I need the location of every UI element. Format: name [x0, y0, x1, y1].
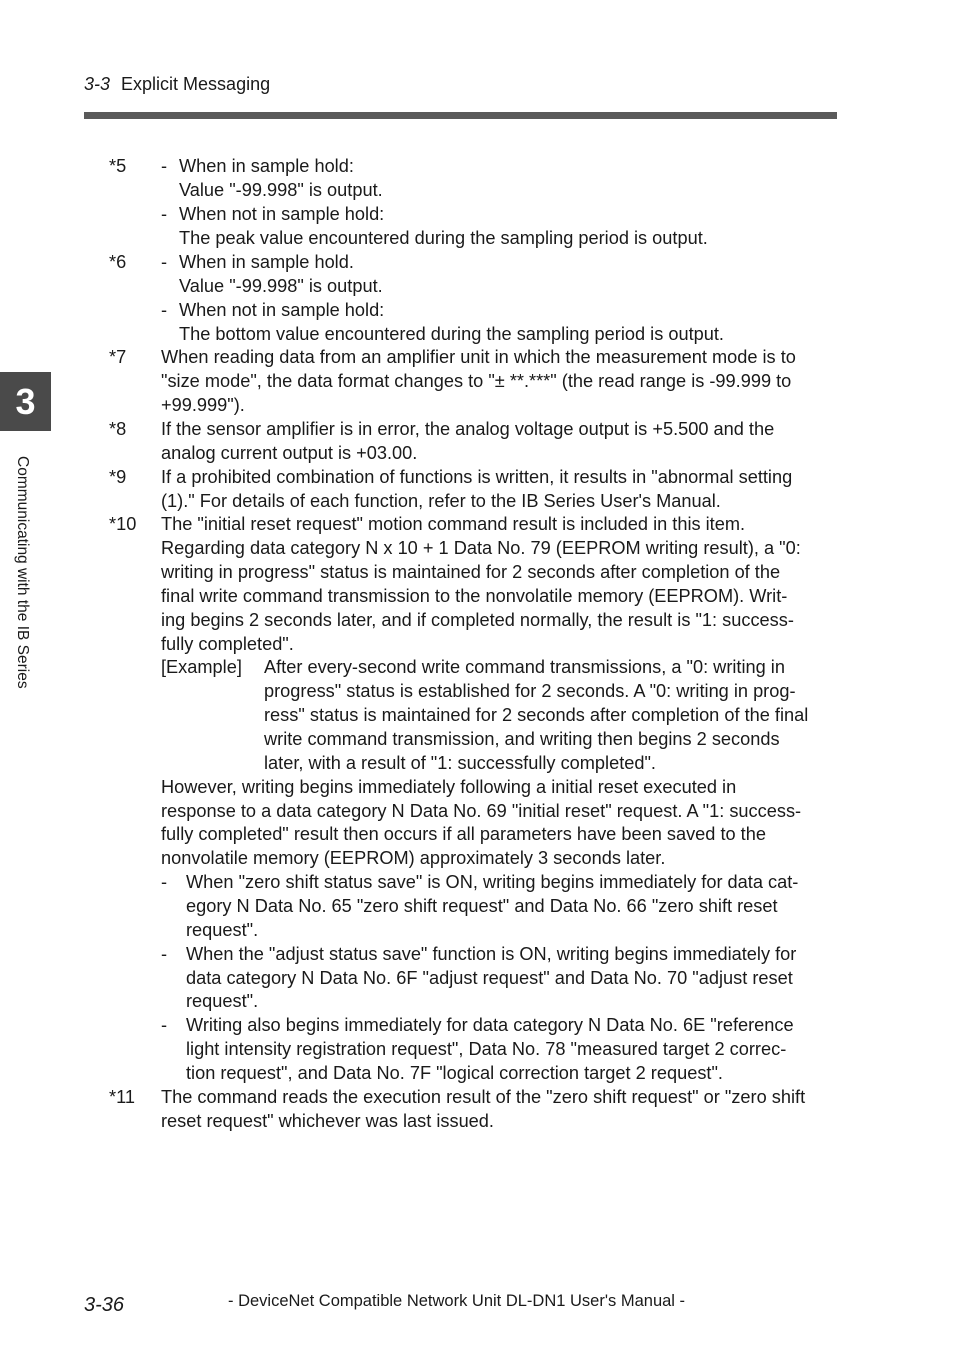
section-number: 3-3 [84, 74, 111, 94]
note-line: The command reads the execution result of the "zero shift request" or "zero shift [161, 1087, 806, 1107]
example-label: [Example] [161, 657, 242, 677]
example-line: ress" status is maintained for 2 seconds after completion of the final [264, 705, 809, 725]
bullet-line: data category N Data No. 6F "adjust request" and Data No. 70 "adjust reset [186, 968, 793, 988]
bullet-dash: - [161, 204, 168, 224]
note-line: reset request" whichever was last issued. [161, 1111, 494, 1131]
note-line: When not in sample hold: [179, 300, 385, 320]
bullet-line: request". [186, 991, 259, 1011]
bullet-dash: - [161, 300, 168, 320]
bullet-dash: - [161, 872, 168, 892]
note-line: When in sample hold: [179, 156, 354, 176]
note-mark: *5 [109, 156, 127, 176]
bullet-dash: - [161, 944, 168, 964]
note-mark: *6 [109, 252, 127, 272]
bullet-line: request". [186, 920, 259, 940]
bullet-line: Writing also begins immediately for data category N Data No. 6E "reference [186, 1015, 794, 1035]
note-line: +99.999"). [161, 395, 245, 415]
note-line: The "initial reset request" motion command result is included in this item. [161, 514, 746, 534]
bullet-line: light intensity registration request", Data No. 78 "measured target 2 correc- [186, 1039, 787, 1059]
example-line: later, with a result of "1: successfully completed". [264, 753, 656, 773]
header-rule [84, 112, 837, 119]
bullet-line: When the "adjust status save" function is ON, writing begins immediately for [186, 944, 797, 964]
bullet-dash: - [161, 156, 168, 176]
note-line: response to a data category N Data No. 69 "initial reset" request. A "1: success- [161, 801, 802, 821]
section-title: Explicit Messaging [121, 74, 271, 94]
note-line: final write command transmission to the nonvolatile memory (EEPROM). Writ- [161, 586, 788, 606]
note-line: Value "-99.998" is output. [179, 276, 383, 296]
bullet-dash: - [161, 1015, 168, 1035]
note-line: When reading data from an amplifier unit in which the measurement mode is to [161, 347, 796, 367]
bullet-line: When "zero shift status save" is ON, writing begins immediately for data cat- [186, 872, 799, 892]
page-number: 3-36 [84, 1294, 125, 1316]
bullet-line: egory N Data No. 65 "zero shift request" and Data No. 66 "zero shift reset [186, 896, 778, 916]
note-line: However, writing begins immediately following a initial reset executed in [161, 777, 737, 797]
note-mark: *8 [109, 419, 127, 439]
note-line: writing in progress" status is maintained for 2 seconds after completion of the [161, 562, 781, 582]
chapter-tab: 3 [0, 372, 51, 431]
note-line: fully completed". [161, 634, 294, 654]
note-line: When not in sample hold: [179, 204, 385, 224]
note-mark: *11 [109, 1087, 135, 1107]
bullet-dash: - [161, 252, 168, 272]
note-line: nonvolatile memory (EEPROM) approximately 3 seconds later. [161, 848, 666, 868]
note-line: ing begins 2 seconds later, and if completed normally, the result is "1: success- [161, 610, 794, 630]
note-line: (1)." For details of each function, refer to the IB Series User's Manual. [161, 491, 721, 511]
note-mark: *9 [109, 467, 127, 487]
example-line: progress" status is established for 2 seconds. A "0: writing in prog- [264, 681, 796, 701]
section-header [84, 74, 270, 95]
note-mark: *10 [109, 514, 137, 534]
note-line: The bottom value encountered during the sampling period is output. [179, 324, 724, 344]
note-line: The peak value encountered during the sampling period is output. [179, 228, 708, 248]
note-line: fully completed" result then occurs if all parameters have been saved to the [161, 824, 766, 844]
note-line: Regarding data category N x 10 + 1 Data No. 79 (EEPROM writing result), a "0: [161, 538, 801, 558]
manual-title: - DeviceNet Compatible Network Unit DL-DN1 User's Manual - [228, 1292, 686, 1310]
note-line: Value "-99.998" is output. [179, 180, 383, 200]
note-line: analog current output is +03.00. [161, 443, 418, 463]
example-line: write command transmission, and writing then begins 2 seconds [264, 729, 780, 749]
note-mark: *7 [109, 347, 127, 367]
note-line: "size mode", the data format changes to "± **.***" (the read range is -99.999 to [161, 371, 792, 391]
note-line: If a prohibited combination of functions is written, it results in "abnormal setting [161, 467, 793, 487]
chapter-side-title: Communicating with the IB Series [14, 456, 31, 689]
note-line: If the sensor amplifier is in error, the analog voltage output is +5.500 and the [161, 419, 775, 439]
note-line: When in sample hold. [179, 252, 354, 272]
bullet-line: tion request", and Data No. 7F "logical correction target 2 request". [186, 1063, 723, 1083]
example-line: After every-second write command transmissions, a "0: writing in [264, 657, 785, 677]
